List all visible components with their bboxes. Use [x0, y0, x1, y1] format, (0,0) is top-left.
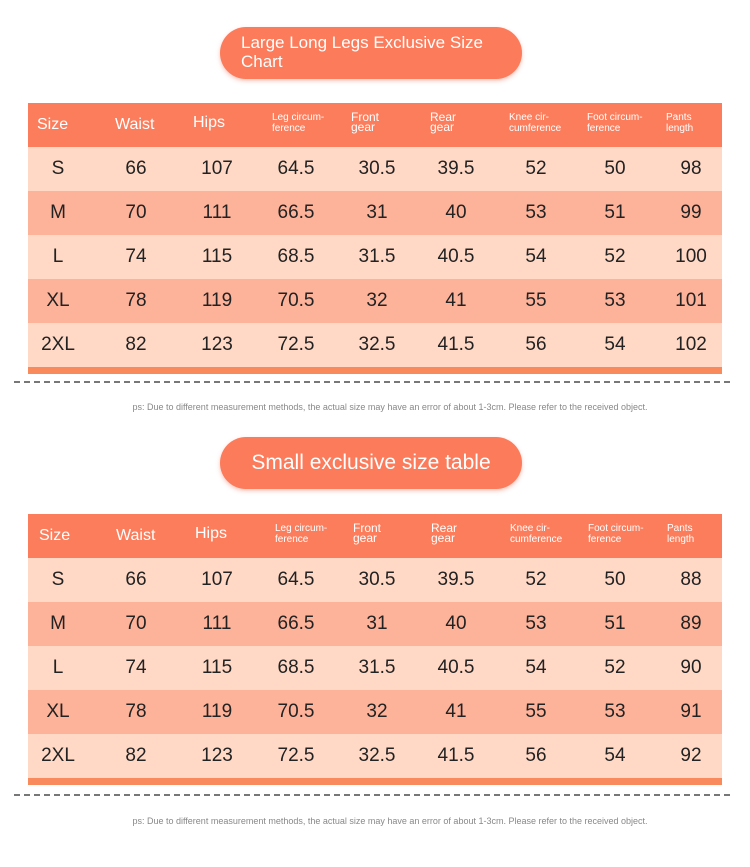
header-rear-line2: gear [431, 531, 456, 545]
cell-size: L [52, 657, 64, 678]
header-leg-line1: Leg circum- [275, 523, 328, 534]
cell-foot-circumference: 52 [604, 246, 626, 267]
table-row [28, 602, 722, 646]
cell-waist: 82 [125, 745, 147, 766]
cell-front-gear: 31 [366, 202, 388, 223]
cell-pants-length: 102 [675, 334, 707, 355]
cell-front-gear: 30.5 [358, 158, 396, 179]
cell-front-gear: 31 [366, 613, 388, 634]
header-rear-gear [430, 103, 456, 147]
table-row [28, 147, 722, 191]
header-leg-circumference [272, 103, 324, 147]
table-row [28, 323, 722, 367]
header-foot-line2: ference [588, 534, 622, 545]
header-knee-circumference [510, 514, 562, 558]
divider-line [14, 381, 730, 383]
cell-pants-length: 88 [680, 569, 702, 590]
header-leg-line1: Leg circum- [272, 112, 325, 123]
cell-front-gear: 31.5 [358, 657, 396, 678]
header-pants-line2: length [667, 534, 695, 545]
header-front-line2: gear [351, 120, 376, 134]
large-size-chart-title [220, 27, 522, 79]
header-front-gear [351, 103, 379, 147]
header-rear-line1: Rear [431, 521, 458, 535]
cell-foot-circumference: 51 [604, 613, 626, 634]
cell-hips: 111 [202, 613, 232, 634]
cell-leg-circumference: 70.5 [277, 701, 315, 722]
header-rear-gear [431, 514, 457, 558]
cell-hips: 119 [201, 290, 233, 311]
cell-rear-gear: 40 [445, 202, 467, 223]
cell-pants-length: 98 [680, 158, 702, 179]
cell-pants-length: 89 [680, 613, 702, 634]
cell-size: M [50, 613, 66, 634]
table-header [28, 103, 722, 147]
header-pants-length [666, 103, 693, 147]
cell-pants-length: 100 [675, 246, 707, 267]
cell-foot-circumference: 54 [604, 334, 626, 355]
large-size-table [28, 103, 722, 374]
measurement-note: ps: Due to different measurement methods, the actual size may have an error of about 1-3cm. Please refer to the received object. [132, 402, 648, 412]
header-pants-length [667, 514, 694, 558]
cell-knee-circumference: 55 [525, 290, 547, 311]
cell-leg-circumference: 66.5 [277, 613, 315, 634]
table-row [28, 646, 722, 690]
cell-foot-circumference: 53 [604, 701, 626, 722]
header-knee-line2: cumference [509, 123, 562, 134]
cell-leg-circumference: 64.5 [277, 569, 315, 590]
cell-knee-circumference: 53 [525, 613, 547, 634]
cell-rear-gear: 41.5 [437, 745, 475, 766]
cell-front-gear: 32 [366, 290, 388, 311]
cell-front-gear: 31.5 [358, 246, 396, 267]
cell-size: 2XL [41, 334, 75, 355]
cell-waist: 74 [125, 657, 147, 678]
header-foot-line2: ference [587, 123, 621, 134]
cell-rear-gear: 41.5 [437, 334, 475, 355]
table-row [28, 279, 722, 323]
cell-waist: 66 [125, 569, 147, 590]
cell-rear-gear: 40 [445, 613, 467, 634]
header-hips: Hips [193, 114, 226, 131]
cell-size: S [51, 158, 65, 179]
header-pants-line1: Pants [667, 523, 693, 534]
header-front-line1: Front [353, 521, 382, 535]
cell-leg-circumference: 68.5 [277, 246, 315, 267]
cell-hips: 119 [201, 701, 233, 722]
cell-size: 2XL [41, 745, 75, 766]
header-knee-circumference [509, 103, 561, 147]
cell-waist: 70 [125, 202, 147, 223]
cell-foot-circumference: 52 [604, 657, 626, 678]
header-foot-line1: Foot circum- [588, 523, 644, 534]
cell-waist: 78 [125, 701, 147, 722]
cell-foot-circumference: 51 [604, 202, 626, 223]
header-foot-line1: Foot circum- [587, 112, 643, 123]
cell-leg-circumference: 64.5 [277, 158, 315, 179]
header-leg-line2: ference [272, 123, 306, 134]
cell-waist: 70 [125, 613, 147, 634]
header-knee-line2: cumference [510, 534, 563, 545]
cell-knee-circumference: 54 [525, 246, 547, 267]
header-rear-line2: gear [430, 120, 455, 134]
small-size-table [28, 514, 722, 785]
header-waist: Waist [116, 527, 156, 544]
cell-hips: 123 [201, 334, 233, 355]
cell-hips: 111 [202, 202, 232, 223]
header-waist: Waist [115, 116, 155, 133]
cell-hips: 123 [201, 745, 233, 766]
cell-pants-length: 92 [680, 745, 702, 766]
header-front-line1: Front [351, 110, 380, 124]
cell-front-gear: 32 [366, 701, 388, 722]
header-size: Size [39, 527, 71, 544]
header-foot-circumference [587, 103, 643, 147]
cell-foot-circumference: 50 [604, 158, 626, 179]
title-line-1: Large Long Legs Exclusive Size [241, 33, 483, 52]
table-body [28, 558, 722, 778]
table-row [28, 235, 722, 279]
cell-foot-circumference: 50 [604, 569, 626, 590]
cell-rear-gear: 41 [445, 701, 467, 722]
cell-leg-circumference: 68.5 [277, 657, 315, 678]
cell-size: M [50, 202, 66, 223]
cell-rear-gear: 39.5 [437, 569, 475, 590]
measurement-note: ps: Due to different measurement methods, the actual size may have an error of about 1-3cm. Please refer to the received object. [132, 816, 648, 826]
cell-size: L [52, 246, 64, 267]
cell-front-gear: 32.5 [358, 334, 396, 355]
cell-pants-length: 99 [680, 202, 702, 223]
table-header [28, 514, 722, 558]
cell-hips: 107 [201, 569, 233, 590]
cell-waist: 78 [125, 290, 147, 311]
header-foot-circumference [588, 514, 644, 558]
divider-line [14, 794, 730, 796]
small-size-table-title: Small exclusive size table [220, 437, 522, 489]
cell-waist: 74 [125, 246, 147, 267]
cell-size: XL [46, 701, 70, 722]
table-body [28, 147, 722, 367]
cell-leg-circumference: 72.5 [277, 745, 315, 766]
cell-knee-circumference: 54 [525, 657, 547, 678]
cell-knee-circumference: 53 [525, 202, 547, 223]
cell-rear-gear: 39.5 [437, 158, 475, 179]
cell-waist: 66 [125, 158, 147, 179]
title-line-2: Chart [241, 52, 283, 71]
cell-waist: 82 [125, 334, 147, 355]
cell-hips: 115 [201, 246, 233, 267]
header-hips: Hips [195, 525, 228, 542]
cell-knee-circumference: 55 [525, 701, 547, 722]
header-front-gear [353, 514, 381, 558]
cell-rear-gear: 40.5 [437, 657, 475, 678]
cell-hips: 115 [201, 657, 233, 678]
cell-leg-circumference: 72.5 [277, 334, 315, 355]
header-leg-line2: ference [275, 534, 309, 545]
cell-size: S [51, 569, 65, 590]
cell-foot-circumference: 54 [604, 745, 626, 766]
cell-front-gear: 30.5 [358, 569, 396, 590]
cell-pants-length: 101 [675, 290, 707, 311]
cell-leg-circumference: 66.5 [277, 202, 315, 223]
cell-rear-gear: 41 [445, 290, 467, 311]
cell-knee-circumference: 56 [525, 745, 547, 766]
header-knee-line1: Knee cir- [510, 523, 551, 534]
table-bottom-bar [28, 367, 722, 374]
cell-hips: 107 [201, 158, 233, 179]
cell-knee-circumference: 52 [525, 158, 547, 179]
cell-leg-circumference: 70.5 [277, 290, 315, 311]
cell-pants-length: 91 [680, 701, 702, 722]
cell-knee-circumference: 52 [525, 569, 547, 590]
table-row [28, 734, 722, 778]
cell-size: XL [46, 290, 70, 311]
table-row [28, 558, 722, 602]
header-size: Size [37, 116, 69, 133]
cell-knee-circumference: 56 [525, 334, 547, 355]
cell-rear-gear: 40.5 [437, 246, 475, 267]
table-row [28, 191, 722, 235]
header-pants-line2: length [666, 123, 694, 134]
table-bottom-bar [28, 778, 722, 785]
cell-pants-length: 90 [680, 657, 702, 678]
header-rear-line1: Rear [430, 110, 457, 124]
header-knee-line1: Knee cir- [509, 112, 550, 123]
cell-front-gear: 32.5 [358, 745, 396, 766]
table-row [28, 690, 722, 734]
header-leg-circumference [275, 514, 327, 558]
header-pants-line1: Pants [666, 112, 692, 123]
cell-foot-circumference: 53 [604, 290, 626, 311]
header-front-line2: gear [353, 531, 378, 545]
